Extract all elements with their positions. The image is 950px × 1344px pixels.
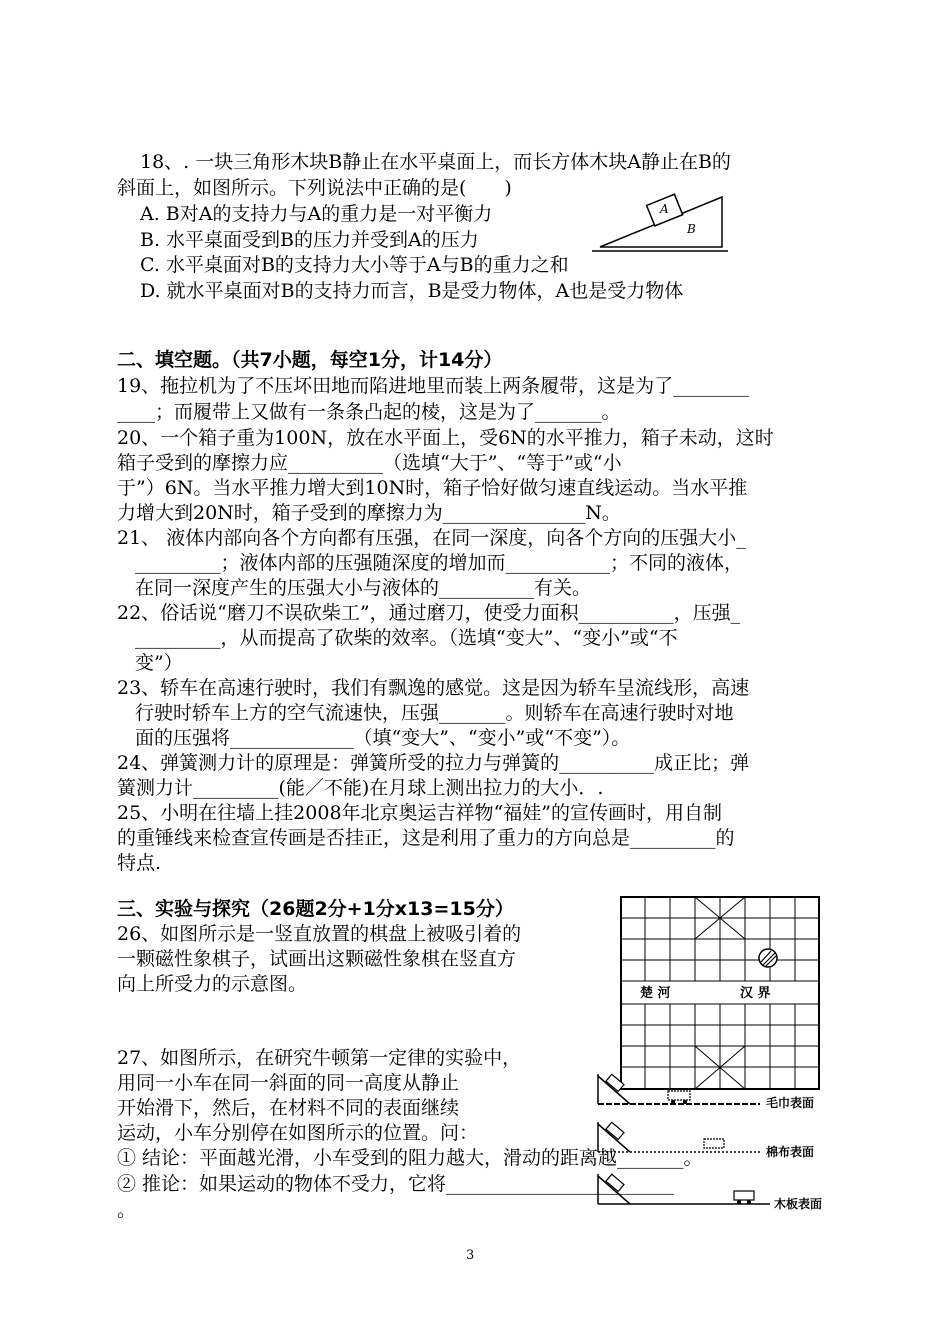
q18-option-a: A. B对A的支持力与A的重力是一对平衡力 [140, 203, 493, 225]
fill-line: 22、俗话说“磨刀不误砍柴工”，通过磨刀，使受力面积__________，压强_ [117, 602, 741, 624]
wood-surface-label: 木板表面 [774, 1197, 823, 1211]
chu-he-label: 楚 河 [640, 986, 671, 1001]
q26-line: 向上所受力的示意图。 [117, 973, 308, 995]
fill-line: _________；液体内部的压强随深度的增加而___________；不同的液体， [135, 552, 744, 574]
q18-stem-line1: 18、. 一块三角形木块B静止在水平桌面上，而长方体木块A静止在B的 [140, 151, 731, 173]
fill-line: 面的压强将_____________（填“变大”、“变小”或“不变”）。 [135, 727, 631, 749]
fill-line: 特点. [117, 852, 162, 874]
fill-line: 23、轿车在高速行驶时，我们有飘逸的感觉。这是因为轿车呈流线形，高速 [117, 677, 750, 699]
fill-line: 24、弹簧测力计的原理是：弹簧所受的拉力与弹簧的__________成正比；弹 [117, 752, 750, 774]
q18-stem-line2: 斜面上，如图所示。下列说法中正确的是( ) [117, 177, 512, 199]
page-number: 3 [466, 1248, 475, 1263]
towel-surface-label: 毛巾表面 [766, 1096, 815, 1110]
fill-line: ____；而履带上又做有一条条凸起的棱，这是为了_______。 [117, 401, 621, 423]
q27-line: 。 [117, 1199, 137, 1221]
fill-line: 力增大到20N时，箱子受到的摩擦力为_______________N。 [117, 502, 621, 524]
fill-line: 21、 液体内部向各个方向都有压强，在同一深度，向各个方向的压强大小_ [117, 527, 746, 549]
q26-line: 一颗磁性象棋子，试画出这颗磁性象棋在竖直方 [117, 948, 517, 970]
q18-option-d: D. 就水平桌面对B的支持力而言，B是受力物体，A也是受力物体 [140, 280, 684, 302]
block-a-label: A [660, 202, 669, 216]
fill-line: 的重锤线来检查宣传画是否挂正，这是利用了重力的方向总是_________的 [117, 827, 735, 849]
fill-line: _________，从而提高了砍柴的效率。（选填“变大”、“变小”或“不 [135, 627, 678, 649]
section-3-heading: 三、实验与探究（26题2分+1分x13=15分） [117, 898, 514, 920]
chess-board-figure [620, 896, 820, 1090]
q27-line: 用同一小车在同一斜面的同一高度从静止 [117, 1072, 460, 1094]
fill-line: 变”） [135, 652, 183, 674]
incline-block-figure [590, 183, 730, 255]
fill-line: 20、一个箱子重为100N，放在水平面上，受6N的水平推力，箱子未动，这时 [117, 427, 774, 449]
fill-line: 簧测力计_________(能／不能)在月球上测出拉力的大小．. [117, 777, 604, 799]
q26-line: 26、如图所示是一竖直放置的棋盘上被吸引着的 [117, 923, 522, 945]
fill-line: 于”）6N。当水平推力增大到10N时，箱子恰好做匀速直线运动。当水平推 [117, 477, 748, 499]
q27-line: 27、如图所示，在研究牛顿第一定律的实验中， [117, 1047, 522, 1069]
fill-line: 在同一深度产生的压强大小与液体的__________有关。 [135, 577, 592, 599]
section-2-heading: 二、填空题。（共7小题，每空1分，计14分） [117, 349, 503, 371]
fill-line: 箱子受到的摩擦力应__________（选填“大于”、“等于”或“小 [117, 452, 622, 474]
block-b-label: B [687, 222, 696, 236]
q27-line: 开始滑下，然后，在材料不同的表面继续 [117, 1097, 460, 1119]
q27-line: 运动，小车分别停在如图所示的位置。问： [117, 1122, 479, 1144]
fill-line: 19、拖拉机为了不压坏田地而陷进地里而装上两条履带，这是为了________ [117, 375, 750, 397]
cotton-surface-label: 棉布表面 [766, 1145, 815, 1159]
q27-line: ② 推论：如果运动的物体不受力，它将________________________ [117, 1173, 675, 1195]
q18-option-b: B. 水平桌面受到B的压力并受到A的压力 [140, 229, 479, 251]
han-jie-label: 汉 界 [740, 986, 771, 1001]
q18-option-c: C. 水平桌面对B的支持力大小等于A与B的重力之和 [140, 254, 569, 276]
fill-line: 25、小明在往墙上挂2008年北京奥运吉祥物“福娃”的宣传画时，用自制 [117, 802, 722, 824]
fill-line: 行驶时轿车上方的空气流速快，压强_______。则轿车在高速行驶时对地 [135, 702, 734, 724]
q27-line: ① 结论：平面越光滑，小车受到的阻力越大，滑动的距离越_______。 [117, 1147, 703, 1169]
